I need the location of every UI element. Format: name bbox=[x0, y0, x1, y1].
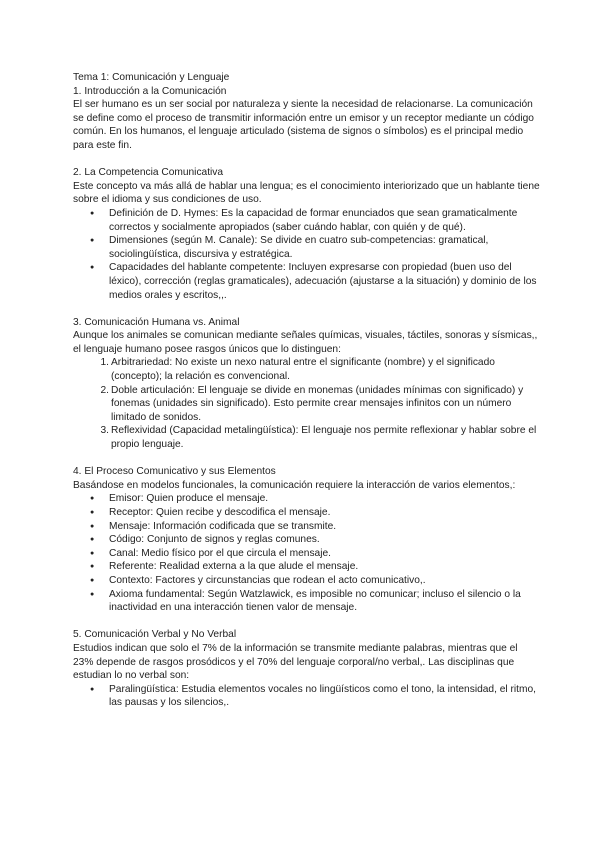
section-heading: 2. La Competencia Comunicativa bbox=[73, 167, 224, 179]
section-paragraph: Aunque los animales se comunican mediante señales químicas, visuales, táctiles, sonoras y sísmicas,, el lenguaje humano posee rasgos únicos que lo distinguen: bbox=[73, 330, 538, 355]
list-item: 1. Arbitrariedad: No existe un nexo natural entre el significante (nombre) y el significado (concepto); la relación es convencional. bbox=[109, 356, 540, 383]
section-paragraph: Estudios indican que solo el 7% de la información se transmite mediante palabras, mientras que el 23% depende de rasgos prosódicos y el 70% del lenguaje corporal/no verbal,. Las disciplinas que estudian lo no verbal son: bbox=[73, 642, 518, 682]
section-paragraph: Basándose en modelos funcionales, la comunicación requiere la interacción de varios elementos,: bbox=[73, 479, 516, 491]
section-introduccion bbox=[73, 85, 540, 153]
section-humana-animal bbox=[73, 316, 540, 452]
bullet-list bbox=[73, 683, 540, 710]
list-item: ● Emisor: Quien produce el mensaje. bbox=[109, 492, 540, 506]
section-proceso bbox=[73, 465, 540, 615]
section-competencia bbox=[73, 166, 540, 302]
list-item: ● Contexto: Factores y circunstancias que rodean el acto comunicativo,. bbox=[109, 574, 540, 588]
bullet-list bbox=[73, 207, 540, 302]
list-item: ● Definición de D. Hymes: Es la capacidad de formar enunciados que sean gramaticalmente correctos y socialmente apropiados (saber cuándo hablar, con quién y de qué). bbox=[109, 207, 540, 234]
list-item: ● Referente: Realidad externa a la que alude el mensaje. bbox=[109, 560, 540, 574]
section-verbal-no-verbal bbox=[73, 628, 540, 710]
section-heading: 1. Introducción a la Comunicación bbox=[73, 85, 227, 97]
list-item: 3. Reflexividad (Capacidad metalingüística): El lenguaje nos permite reflexionar y hablar sobre el propio lenguaje. bbox=[109, 424, 540, 451]
list-item: ● Axioma fundamental: Según Watzlawick, es imposible no comunicar; incluso el silencio o la inactividad en una interacción tienen valor de mensaje. bbox=[109, 588, 540, 615]
list-item: ● Mensaje: Información codificada que se transmite. bbox=[109, 520, 540, 534]
list-item: ● Paralingüística: Estudia elementos vocales no lingüísticos como el tono, la intensidad, el ritmo, las pausas y los silencios,. bbox=[109, 683, 540, 710]
list-item: ● Capacidades del hablante competente: Incluyen expresarse con propiedad (buen uso del léxico), corrección (reglas gramaticales), adecuación (ajustarse a la situación) y dominio de los medios orales y escritos,,. bbox=[109, 261, 540, 302]
section-paragraph: Este concepto va más allá de hablar una lengua; es el conocimiento interiorizado que un hablante tiene sobre el idioma y sus condiciones de uso. bbox=[73, 180, 540, 206]
list-item: ● Dimensiones (según M. Canale): Se divide en cuatro sub-competencias: gramatical, sociolingüística, discursiva y estratégica. bbox=[109, 234, 540, 261]
document-title: Tema 1: Comunicación y Lenguaje bbox=[73, 72, 230, 83]
section-paragraph: El ser humano es un ser social por naturaleza y siente la necesidad de relacionarse. La comunicación se define como el proceso de transmitir información entre un emisor y un receptor mediante un código común. En los humanos, el lenguaje articulado (sistema de signos o símbolos) es el principal medio para este fin. bbox=[73, 99, 534, 151]
section-heading: 3. Comunicación Humana vs. Animal bbox=[73, 316, 240, 328]
list-item: ● Código: Conjunto de signos y reglas comunes. bbox=[109, 533, 540, 547]
numbered-list bbox=[73, 356, 540, 451]
list-item: ● Receptor: Quien recibe y descodifica el mensaje. bbox=[109, 506, 540, 520]
section-heading: 4. El Proceso Comunicativo y sus Elementos bbox=[73, 466, 276, 478]
list-item: 2. Doble articulación: El lenguaje se divide en monemas (unidades mínimas con significado) y fonemas (unidades sin significado). Esto permite crear mensajes infinitos con un número limitado de sonidos. bbox=[109, 384, 540, 425]
list-item: ● Canal: Medio físico por el que circula el mensaje. bbox=[109, 547, 540, 561]
bullet-list bbox=[73, 492, 540, 614]
section-heading: 5. Comunicación Verbal y No Verbal bbox=[73, 629, 237, 641]
